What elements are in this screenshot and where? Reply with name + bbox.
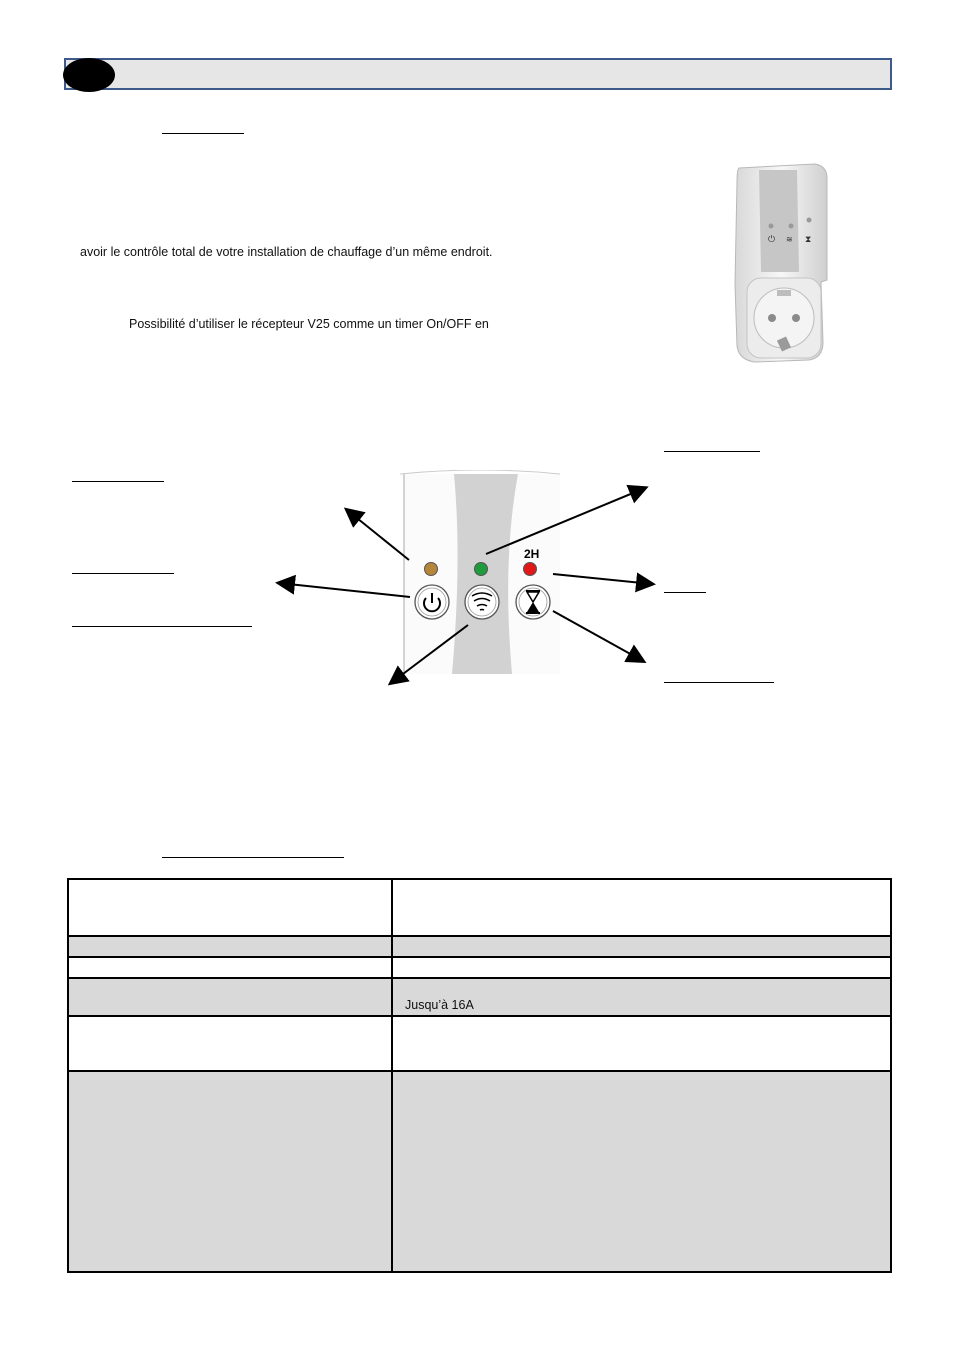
arrow-timer-button [553, 611, 643, 661]
label-underline-right-3 [664, 682, 774, 683]
heading-underline-description [162, 133, 244, 134]
section-header-bar [64, 58, 892, 90]
timer-2h-label: 2H [524, 547, 540, 561]
spec-label [68, 1071, 392, 1272]
spec-value: Jusqu’à 16A [392, 978, 891, 1016]
table-row [68, 978, 891, 1016]
arrow-led-timer [553, 574, 652, 584]
spec-value [392, 957, 891, 978]
intro-text-line-1: avoir le contrôle total de votre installation de chauffage d’un même endroit. [80, 245, 493, 259]
power-button [415, 585, 449, 619]
label-underline-left-1 [72, 481, 164, 482]
heading-underline-specifications [162, 857, 344, 858]
table-row [68, 957, 891, 978]
front-panel-diagram [270, 470, 660, 690]
arrow-power-button [279, 583, 410, 597]
arrow-led-power [347, 510, 409, 560]
label-underline-right-2 [664, 592, 706, 593]
spec-value [392, 1016, 891, 1071]
spec-label [68, 936, 392, 957]
product-photo-receiver-v25 [725, 160, 835, 365]
led-timer [524, 563, 537, 576]
label-underline-left-3 [72, 626, 252, 627]
led-power [425, 563, 438, 576]
spec-label [68, 1016, 392, 1071]
spec-value [392, 1071, 891, 1272]
intro-text-line-2: Possibilité d’utiliser le récepteur V25 comme un timer On/OFF en [129, 317, 489, 331]
section-number-badge [63, 58, 115, 92]
spec-value [392, 879, 891, 936]
svg-text:⏻: ⏻ [768, 235, 776, 245]
specifications-table [67, 878, 892, 1273]
svg-text:⧗: ⧗ [805, 235, 812, 245]
label-underline-right-1 [664, 451, 760, 452]
table-row [68, 936, 891, 957]
spec-value [392, 936, 891, 957]
svg-text:≋: ≋ [786, 235, 793, 244]
table-row [68, 1071, 891, 1272]
spec-label [68, 957, 392, 978]
signal-button [465, 585, 499, 619]
timer-button [516, 585, 550, 619]
label-underline-left-2 [72, 573, 174, 574]
spec-label [68, 879, 392, 936]
led-signal [475, 563, 488, 576]
spec-label [68, 978, 392, 1016]
table-row [68, 1016, 891, 1071]
table-row [68, 879, 891, 936]
